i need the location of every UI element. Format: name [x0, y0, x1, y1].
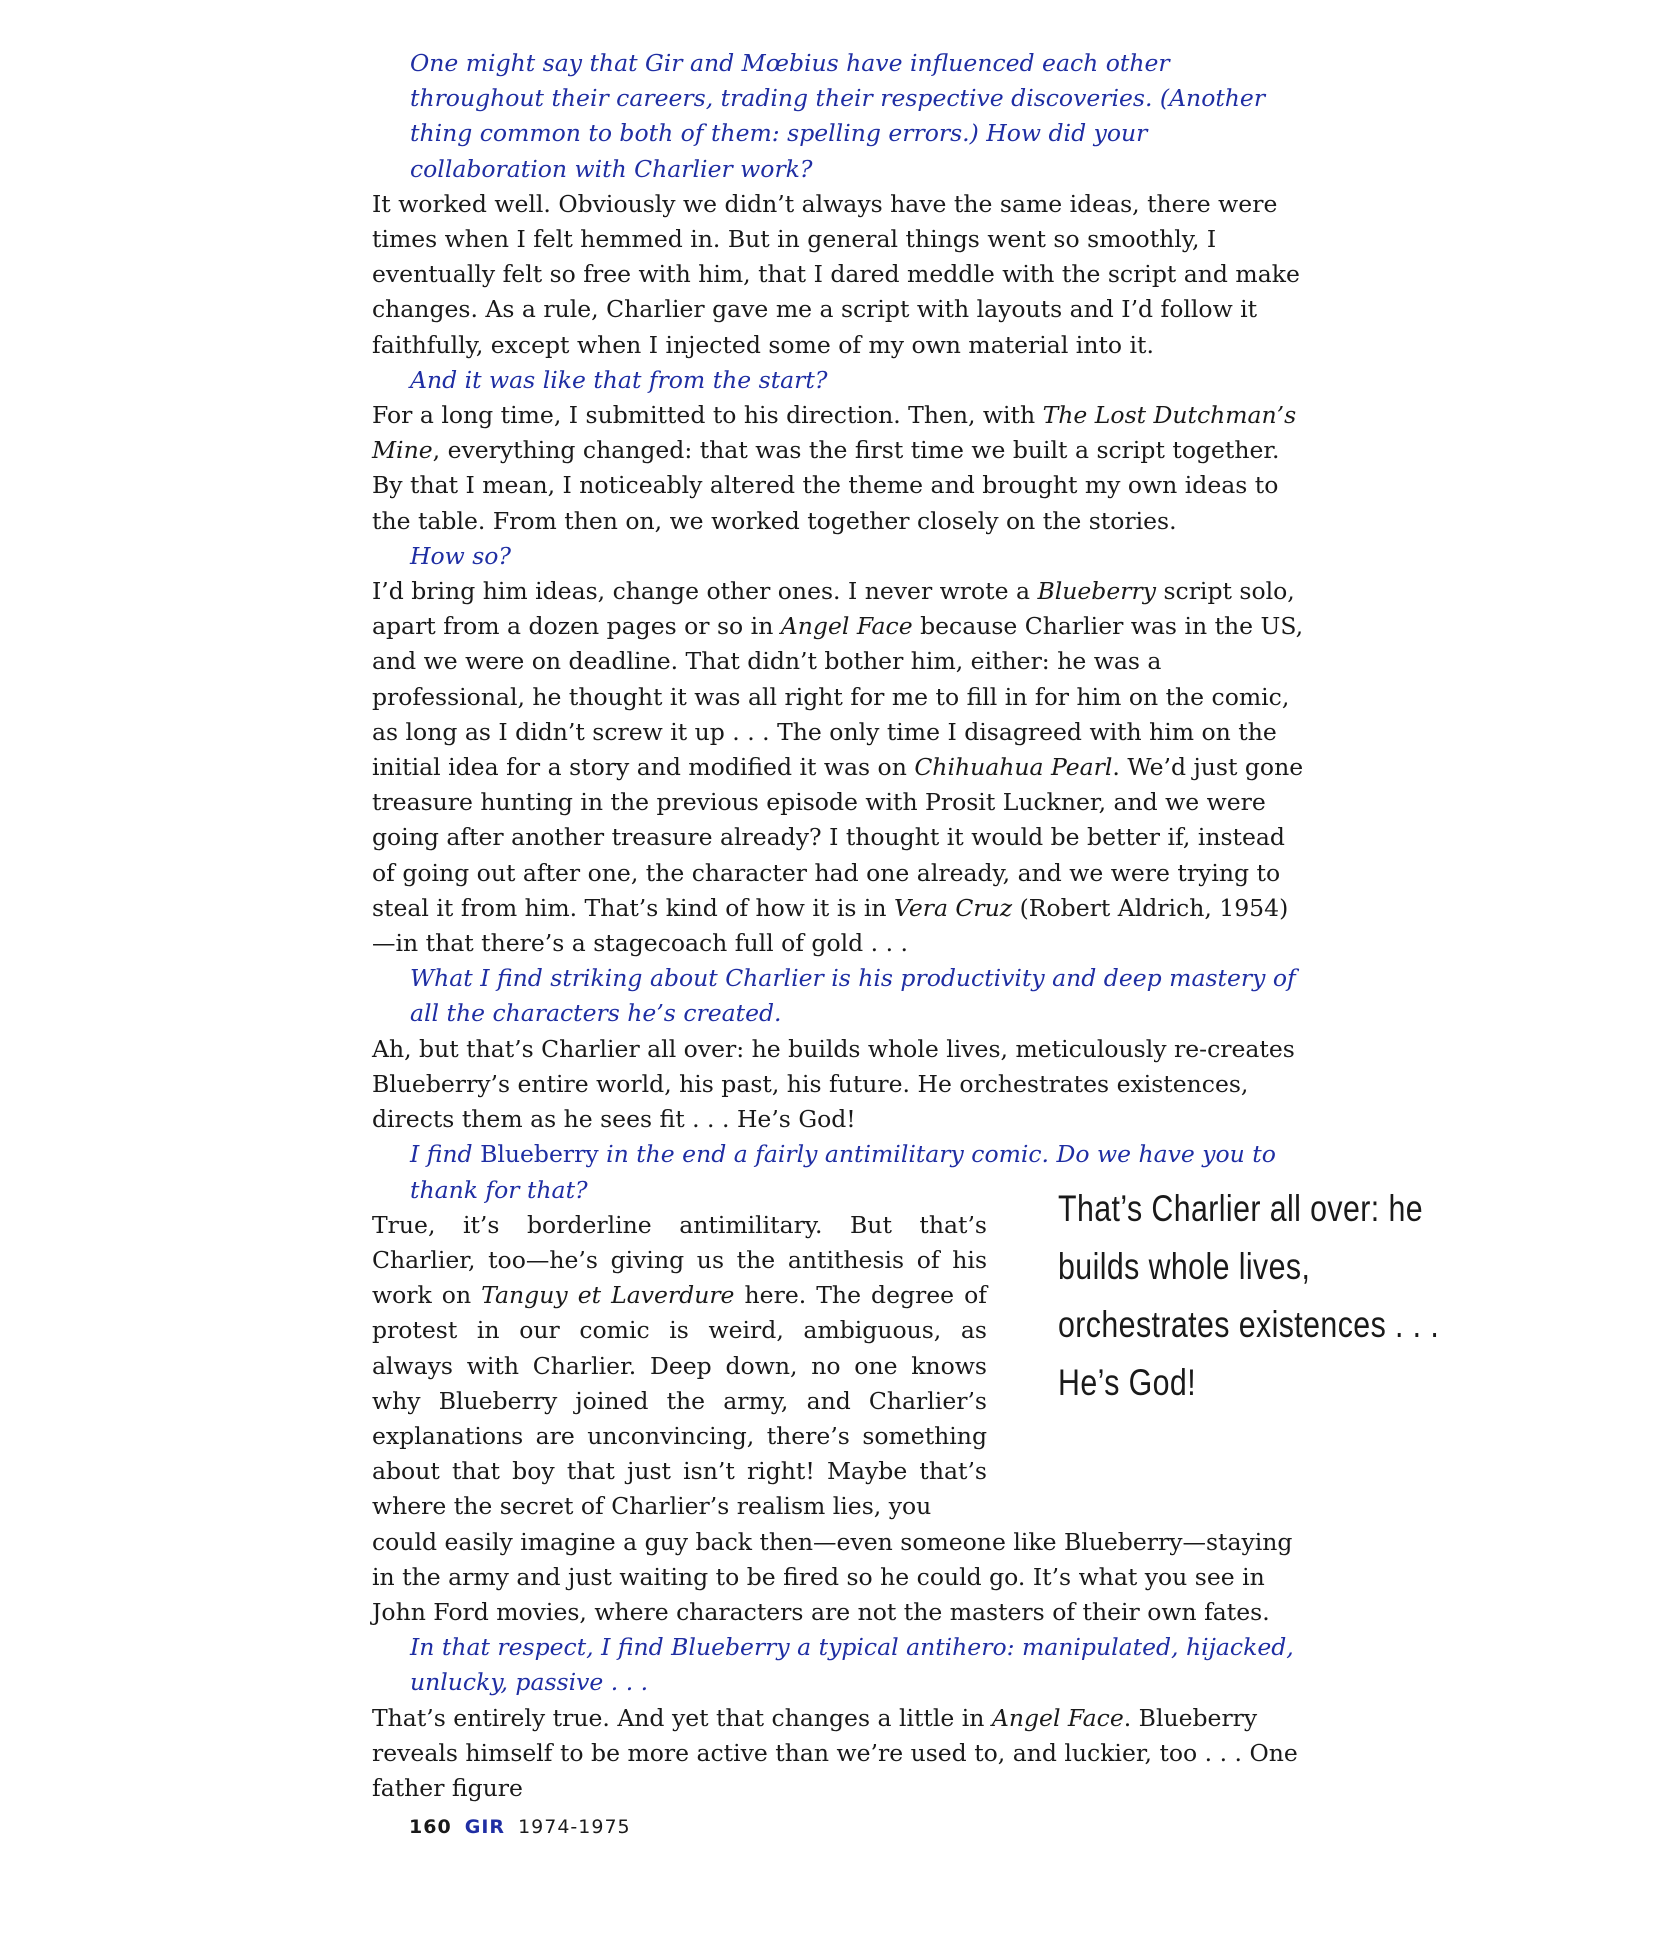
answer-2-text: For a long time, I submitted to his direction. Then, with — [372, 401, 1043, 430]
title-chihuahua-pearl: Chihuahua Pearl — [914, 753, 1113, 782]
answer-5-text: could easily imagine a guy back then—even someone like Blueberry—staying in the army and just waiting to be fired so he could go. It’s what you see in John Ford movies, where characters are not the masters of their own fates. — [372, 1527, 1293, 1626]
pull-quote: That’s Charlier all over: he builds whole lives, orchestrates existences . . . He’s God! — [1058, 1188, 1440, 1403]
answer-3-text: (Robert Aldrich, 1954)—in that there’s a stagecoach full of gold . . . — [372, 893, 1289, 958]
answer-1: It worked well. Obviously we didn’t always have the same ideas, there were times when I felt hemmed in. But in general things went so smoothly, I eventually felt so free with him, that I dared meddle with the script and make changes. As a rule, Charlier gave me a script with layouts and I’d follow it faithfully, except when I injected some of my own material into it. — [372, 189, 1300, 359]
question-1: One might say that Gir and Mœbius have influenced each other throughout their careers, trading their respective discoveries. (Another thing common to both of them: spelling errors.) How did your collaboration with Charlier work? — [410, 49, 1266, 183]
title-angel-face: Angel Face — [780, 612, 913, 641]
question-3: How so? — [410, 541, 512, 570]
answer-6-text: . Blueberry reveals himself to be more active than we’re used to, and luckier, too . . . One father figure — [372, 1703, 1298, 1802]
title-lost-dutchmans-mine: The Lost Dutchman’s Mine — [372, 401, 1297, 465]
answer-5-wrapped-block — [372, 1208, 987, 1525]
question-4: What I find striking about Charlier is his productivity and deep mastery of all the characters he’s created. — [410, 964, 1296, 1028]
title-tanguy-et-laverdure: Tanguy et Laverdure — [481, 1281, 735, 1310]
answer-2 — [372, 398, 1308, 539]
answer-3 — [372, 574, 1308, 961]
section-title: GIR — [464, 1816, 506, 1838]
question-5-text: I find — [410, 1140, 481, 1169]
question-5-text: in the end a fairly antimilitary comic. Do we have you to thank for that? — [410, 1140, 1276, 1204]
answer-3-text: I’d bring him ideas, change other ones. I never wrote a — [372, 577, 1038, 606]
title-angel-face: Angel Face — [991, 1703, 1124, 1732]
page-number: 160 — [409, 1816, 452, 1838]
answer-3-text: because Charlier was in the US, and we were on deadline. That didn’t bother him, either: he was a professional, he thought it was all right for me to fill in for him on the comic, as long as I didn’t screw it up . . . The only time I disagreed with him on the initial idea for a story and modified it was on — [372, 612, 1304, 782]
title-blueberry-roman: Blueberry — [480, 1140, 599, 1169]
answer-5-text: True, it’s borderline antimilitary. But that’s Charlier, too—he’s giving us the antithesis of his work on — [372, 1210, 987, 1310]
section-years: 1974-1975 — [518, 1816, 631, 1838]
answer-3-text: script solo, apart from a dozen pages or so in — [372, 577, 1295, 641]
question-2: And it was like that from the start? — [410, 365, 828, 394]
answer-6 — [372, 1701, 1308, 1807]
answer-5-text: here. The degree of protest in our comic is weird, ambiguous, as always with Charlier. Deep down, no one knows why Blueberry joined the army, and Charlier’s explanations are unconvincing, there’s something about that boy that just isn’t right! Maybe that’s where the secret of Charlier’s realism lies, you — [372, 1281, 988, 1521]
question-6: In that respect, I find Blueberry a typical antihero: manipulated, hijacked, unlucky, passive . . . — [410, 1633, 1294, 1697]
answer-6-text: That’s entirely true. And yet that changes a little in — [372, 1703, 992, 1732]
answer-3-text: . We’d just gone treasure hunting in the previous episode with Prosit Luckner, and we were going after another treasure already? I thought it would be better if, instead of going out after one, the character had one already, and we were trying to steal it from him. That’s kind of how it is in — [372, 753, 1304, 922]
answer-4: Ah, but that’s Charlier all over: he builds whole lives, meticulously re-creates Blueberry’s entire world, his past, his future. He orchestrates existences, directs them as he sees fit . . . He’s God! — [372, 1034, 1295, 1134]
title-vera-cruz: Vera Cruz — [894, 893, 1013, 922]
title-blueberry: Blueberry — [1037, 577, 1156, 606]
interview-column — [372, 46, 1308, 1806]
page-footer — [409, 1816, 631, 1838]
answer-2-text: , everything changed: that was the first time we built a script together. By that I mean, I noticeably altered the theme and brought my own ideas to the table. From then on, we worked together closely on the stories. — [372, 436, 1280, 535]
